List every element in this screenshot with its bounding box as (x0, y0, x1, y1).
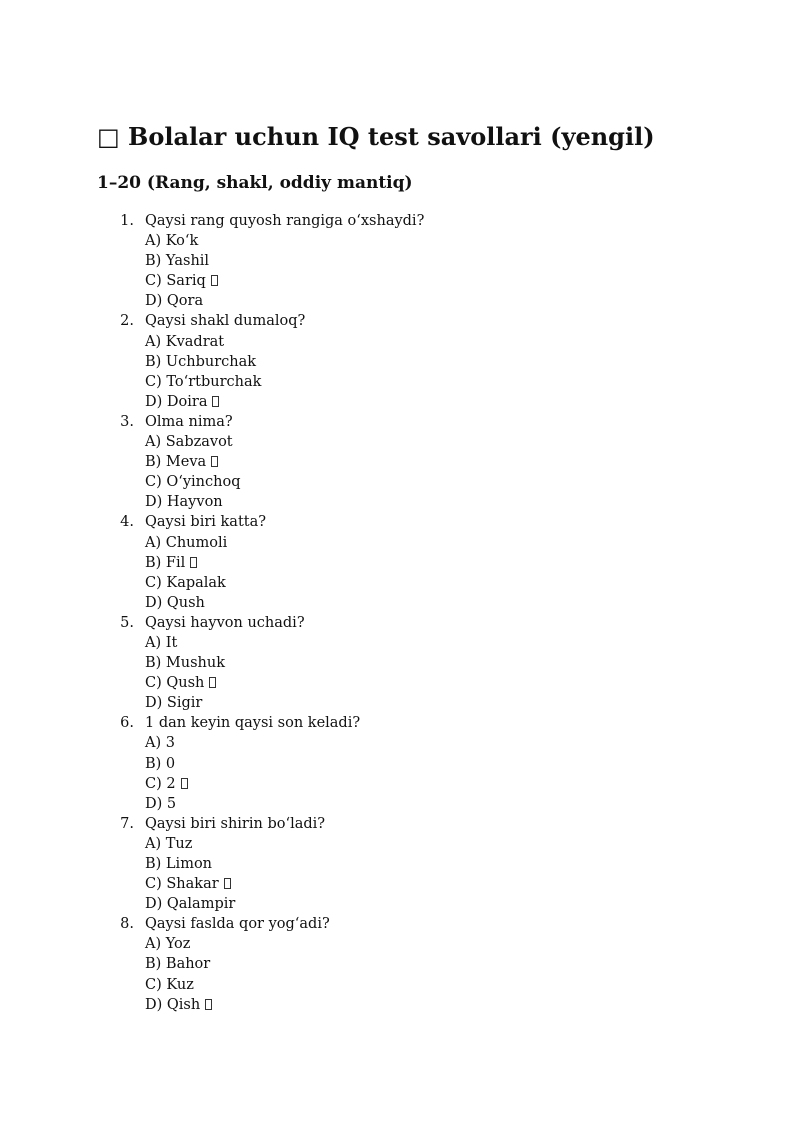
answer-option-label: C) Kapalak (145, 574, 226, 591)
answer-option-label: A) Kvadrat (145, 333, 225, 350)
answer-option-label: B) Meva (145, 454, 207, 471)
correct-answer-icon (190, 557, 197, 568)
answer-option (145, 432, 800, 452)
answer-option (145, 673, 800, 693)
answer-option-label: D) Qalampir (145, 896, 236, 913)
answer-option (145, 934, 800, 954)
answer-option (145, 553, 800, 573)
answer-option (145, 251, 800, 271)
answer-option (145, 653, 800, 673)
answer-option (145, 975, 800, 995)
answer-option-label: B) Bahor (145, 956, 211, 973)
question-item (0, 713, 800, 813)
question-item (0, 914, 800, 1014)
question-item (0, 814, 800, 914)
answer-option-label: D) Qora (145, 293, 204, 310)
answer-option (145, 794, 800, 814)
question-number: 7. (120, 815, 134, 832)
answer-option (145, 573, 800, 593)
answer-option (145, 533, 800, 553)
section-heading: 1–20 (Rang, shakl, oddiy mantiq) (97, 173, 413, 193)
answer-option (145, 733, 800, 753)
correct-answer-icon (181, 778, 188, 789)
question-text: Olma nima? (145, 413, 233, 430)
answer-option-label: A) Yoz (145, 936, 191, 953)
correct-answer-icon (209, 677, 216, 688)
question-item (0, 412, 800, 512)
question-number: 4. (120, 514, 134, 531)
answer-option-label: B) Fil (145, 554, 186, 571)
answer-option (145, 291, 800, 311)
answer-option-label: B) Yashil (145, 253, 210, 270)
answer-option (145, 452, 800, 472)
question-text: Qaysi biri katta? (145, 514, 267, 531)
correct-answer-icon (224, 878, 231, 889)
answer-option (145, 995, 800, 1015)
answer-option-label: B) Limon (145, 856, 213, 872)
correct-answer-icon (212, 396, 219, 407)
question-text: 1 dan keyin qaysi son keladi? (145, 715, 361, 732)
answer-option (145, 774, 800, 794)
answer-option-label: B) Uchburchak (145, 353, 257, 370)
question-text: Qaysi rang quyosh rangiga o‘xshaydi? (145, 213, 425, 229)
answer-option (145, 593, 800, 613)
answer-option-label: D) Qush (145, 594, 205, 611)
question-number: 1. (120, 213, 134, 229)
answer-option-label: D) Hayvon (145, 494, 223, 511)
question-number: 5. (120, 614, 134, 631)
answer-option-label: A) Tuz (145, 835, 193, 852)
question-item (0, 613, 800, 713)
page-title (97, 120, 655, 154)
answer-option-label: C) Qush (145, 675, 205, 692)
title-icon: □ (97, 122, 120, 151)
answer-option (145, 372, 800, 392)
answer-option-label: D) Qish (145, 996, 201, 1013)
answer-option (145, 874, 800, 894)
answer-option (145, 352, 800, 372)
answer-option (145, 392, 800, 412)
question-item (0, 311, 800, 411)
answer-option-label: B) 0 (145, 755, 176, 772)
answer-option-label: C) Kuz (145, 976, 194, 993)
correct-answer-icon (205, 999, 212, 1010)
correct-answer-icon (211, 275, 218, 286)
question-text: Qaysi faslda qor yog‘adi? (145, 916, 330, 933)
answer-option-label: C) Sariq (145, 273, 206, 290)
answer-option (145, 754, 800, 774)
answer-option-label: A) Chumoli (145, 534, 228, 551)
answer-option (145, 231, 800, 251)
answer-option-label: A) 3 (145, 735, 175, 752)
answer-option-label: C) O‘yinchoq (145, 474, 241, 491)
answer-option-label: A) Ko‘k (145, 233, 199, 250)
answer-option (145, 633, 800, 653)
question-number: 8. (120, 916, 134, 933)
answer-option (145, 492, 800, 512)
question-list (0, 211, 800, 1015)
answer-option (145, 472, 800, 492)
title-text: Bolalar uchun IQ test savollari (yengil) (128, 122, 655, 151)
question-text: Qaysi shakl dumaloq? (145, 313, 306, 330)
answer-option-label: D) 5 (145, 795, 177, 812)
answer-option (145, 332, 800, 352)
answer-option (145, 834, 800, 854)
answer-option-label: C) 2 (145, 775, 176, 792)
question-item (0, 211, 800, 311)
answer-option (145, 693, 800, 713)
answer-option-label: B) Mushuk (145, 655, 226, 672)
question-text: Qaysi biri shirin bo‘ladi? (145, 815, 326, 832)
question-number: 3. (120, 413, 134, 430)
correct-answer-icon (211, 456, 218, 467)
answer-option-label: C) Shakar (145, 876, 219, 893)
answer-option (145, 854, 800, 874)
answer-option-label: D) Sigir (145, 695, 203, 712)
answer-option-label: C) To‘rtburchak (145, 373, 262, 390)
answer-option (145, 894, 800, 914)
answer-option-label: D) Doira (145, 393, 208, 410)
answer-option-label: A) It (145, 634, 178, 651)
answer-option-label: A) Sabzavot (145, 434, 233, 451)
answer-option (145, 954, 800, 974)
answer-option (145, 271, 800, 291)
question-number: 6. (120, 715, 134, 732)
question-number: 2. (120, 313, 134, 330)
question-text: Qaysi hayvon uchadi? (145, 614, 305, 631)
question-item (0, 512, 800, 612)
